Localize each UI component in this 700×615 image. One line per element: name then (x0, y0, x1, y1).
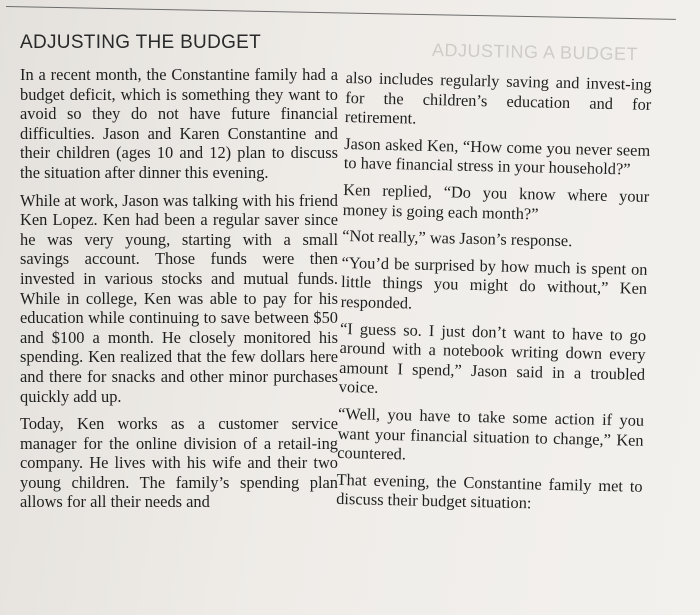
paragraph: In a recent month, the Constantine family had a budget deficit, which is something they want to avoid so they do not have future financial difficulties. Jason and Karen Constantine and their children (ages 10 and 12) plan to discuss the situation after dinner this evening. (20, 65, 338, 182)
top-rule (6, 6, 676, 20)
section-heading: ADJUSTING THE BUDGET (20, 32, 262, 53)
paragraph: “Not really,” was Jason’s response. (341, 226, 573, 251)
paragraph: While at work, Jason was talking with his friend Ken Lopez. Ken had been a regular saver since he was very young, starting with a small savings account. Those funds were then invested in various stocks and mutual funds. While in college, Ken was able to pay for his education while continuing to save between $50 and $100 a month. He closely monitored his spending. Ken realized that the few dollars here and there for snacks and other minor purchases quickly add up. (20, 190, 338, 406)
paragraph: That evening, the Constantine family met to discuss their budget situation: (336, 469, 643, 513)
paragraph: Ken replied, “Do you know where your money is going each month?” (342, 179, 650, 223)
paragraph: Today, Ken works as a customer service manager for the online division of a retail-ing company. He lives with his wife and their two young children. The family’s spending plan allows for all their needs and (20, 414, 338, 512)
paragraph: Jason asked Ken, “How come you never seem to have financial stress in your household?” (343, 133, 651, 179)
paragraph: “I guess so. I just don’t want to have to go around with a notebook writing down every amount I spend,” Jason said in a troubled voice. (338, 318, 647, 398)
right-column (336, 68, 652, 523)
bleed-through-heading: ADJUSTING A BUDGET (431, 39, 639, 65)
left-column (20, 65, 338, 520)
paragraph: “Well, you have to take some action if you want your financial situation to change,” Ken countered. (337, 403, 645, 464)
paragraph: also includes regularly saving and invest-ing for the children’s education and for retirement. (344, 68, 652, 128)
paragraph: “You’d be surprised by how much is spent on little things you might do without,” Ken responded. (340, 252, 648, 313)
